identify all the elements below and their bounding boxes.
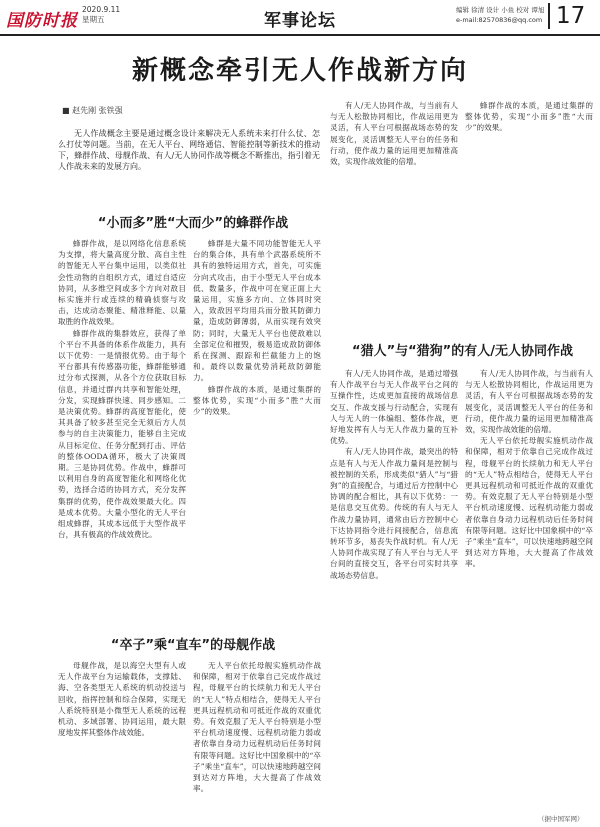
paragraph: 有人/无人协同作战，与当前有人与无人松散协同相比，作战运用更为灵活，有人平台可根据战场态势的发展变化，灵活调整无人平台的任务和行动，使作战力量的运用更加精准高效，实现作战效能的倍增。 bbox=[330, 101, 458, 167]
article-column-2 bbox=[193, 238, 321, 622]
paragraph: 无人平台依托母舰实施机动作战和保障，相对于依靠自己完成作战过程，母舰平台的长续航力和无人平台的“无人”特点相结合，使得无人平台更具远程机动和可抵近作战的双重优势。有效克服了无人平台特别是小型平台机动速度慢、远程机动能力弱或者依靠自身动力远程机动后任务时间有限等问题。这好比中国象棋中的“卒子”乘坐“直车”，可以快速地跨越空间到达对方阵地，大大提高了作战效率。 bbox=[193, 661, 321, 794]
article-column-4-top bbox=[465, 100, 593, 330]
issue-date: 2020.9.11 bbox=[82, 5, 121, 14]
paragraph: 蜂群是大量不同功能智能无人平台的集合体，具有单个武器系统所不具有的独特运用方式，首先，可实施分向式攻击，由于小型无人平台成本低、数量多，作战中可在宽正面上大量运用，实施多方向、立体同时突入，致敌因平均用兵而分散其防御力量，造成防御薄弱，从而实现有效突防；同时，大量无人平台也使敌难以全部定位和摧毁，极易造成敌防御体系在探测、跟踪和拦截能力上的饱和。最终以数量优势消耗敌防御能力。 bbox=[193, 239, 321, 383]
article-column-3-bottom bbox=[330, 368, 458, 808]
article-column-1-bottom bbox=[58, 660, 186, 820]
article-byline: ■ 赵先刚 张铁强 bbox=[62, 106, 123, 115]
article-headline: 新概念牵引无人作战新方向 bbox=[131, 56, 468, 86]
section-title-swarm: “小而多”胜“大而少”的蜂群作战 bbox=[97, 216, 289, 231]
paragraph: 有人/无人协同作战，最突出的特点是有人与无人作战力量间是控制与被控制的关系，形成类似“猎人”与“猎狗”的直接配合，与通过后方控制中心协调的配合相比，具有以下优势：一是信息交互优势。传统的有人与无人作战力量协同，通常由后方控制中心下达协同指令进行间接配合，信息流转环节多，易丧失作战时机。有人/无人协同作战实现了有人平台与无人平台间的直接交互，各平台可实时共享战场态势信息。 bbox=[330, 447, 458, 580]
section-title: 军事论坛 bbox=[264, 11, 336, 31]
article-column-3-top bbox=[330, 100, 458, 330]
editor-email: e-mail:82570836@qq.com bbox=[456, 16, 543, 24]
paragraph: 母舰作战，是以海空大型有人或无人作战平台为运输载体，支撑陆、海、空各类型无人系统的机动投送与回收，指挥控制和综合保障，实现无人系统特别是小微型无人系统的远程机动、多域部署、协同运用，最大限度地发挥其整体作战效能。 bbox=[58, 661, 186, 738]
editor-line: 编辑 徐清 设计 小鱼 校对 谭旭 bbox=[456, 6, 545, 14]
page-number-divider bbox=[548, 3, 550, 29]
issue-weekday: 星期五 bbox=[82, 15, 105, 24]
masthead bbox=[0, 0, 600, 36]
section-title-manned-unmanned: “猎人”与“猎狗”的有人/无人协同作战 bbox=[352, 344, 573, 359]
article-column-2-bottom bbox=[193, 660, 321, 820]
article-column-1 bbox=[58, 238, 186, 622]
paragraph: 无人平台依托母舰实施机动作战和保障，相对于依靠自己完成作战过程，母舰平台的长续航力和无人平台的“无人”特点相结合，使得无人平台更具远程机动和可抵近作战的双重优势。有效克服了无人平台特别是小型平台机动速度慢、远程机动能力弱或者依靠自身动力远程机动后任务时间有限等问题。这好比中国象棋中的“卒子”乘坐“直车”，可以快速地跨越空间到达对方阵地，大大提高了作战效率。 bbox=[465, 436, 593, 569]
page-number: 17 bbox=[556, 3, 586, 29]
paragraph: 蜂群作战，是以网络化信息系统为支撑，将大量高度分散、高自主性的智能无人平台集中运用，以类似社会性动物的自组织方式，通过自适应协同，从多维空间或多个方向对敌目标实施并行或连续的精确侦察与攻击，达成动态聚能、精准释能、以量取胜的作战效果。 bbox=[58, 239, 186, 327]
paragraph: 有人/无人协同作战，是通过增强有人作战平台与无人作战平台之间的互操作性，达成更加直接的战场信息交互、作战支援与行动配合，实现有人与无人的一体编组、整体作战，更好地发挥有人与无人作战力量的互补优势。 bbox=[330, 369, 458, 446]
newspaper-logo: 国防时报 bbox=[6, 11, 78, 31]
editor-credits bbox=[456, 5, 544, 25]
article-column-4-bottom bbox=[465, 368, 593, 808]
paragraph: 有人/无人协同作战，与当前有人与无人松散协同相比，作战运用更为灵活，有人平台可根据战场态势的发展变化，灵活调整无人平台的任务和行动，使作战力量的运用更加精准高效，实现作战效能的倍增。 bbox=[465, 369, 593, 435]
paragraph: 蜂群作战的本质，是通过集群的整体优势，实现“小而多”胜“大而少”的效果。 bbox=[193, 384, 321, 417]
section-title-mothership: “卒子”乘“直车”的母舰作战 bbox=[110, 638, 276, 653]
article-lead: 无人作战概念主要是通过概念设计来解决无人系统未来打什么仗、怎么打仗等问题。当前，在无人平台、网络通信、智能控制等新技术的推动下，蜂群作战、母舰作战、有人/无人协同作战等概念不断推出，指引着无人作战未来的发展方向。 bbox=[58, 129, 320, 171]
paragraph: 蜂群作战的集群效应，获得了单个平台不具备的体系作战能力，具有以下优势：一是情报优势。由于每个平台都具有传感器功能，蜂群能够通过分布式探测，从各个方位获取目标信息，并通过群内共享和智能处理，分发，实现蜂群快速、同步感知。二是决策优势。蜂群的高度智能化，使其具备了较多甚至完全无须后方人员参与的自主决策能力，能够自主完成从目标定位、任务分配到打击、评估的整体OODA循环，极大了决策周期。三是协同优势。作战中，蜂群可以利用自身的高度智能化和网络化优势，选择合适的协同方式，充分发挥集群的优势，使作战效果最大化。四是成本优势。大量小型化的无人平台组成蜂群，其成本远低于大型作战平台，具有极高的作战效费比。 bbox=[58, 328, 186, 540]
source-note: （据中国军网） bbox=[538, 815, 584, 823]
paragraph: 蜂群作战的本质，是通过集群的整体优势，实现“小而多”胜“大而少”的效果。 bbox=[465, 101, 593, 133]
